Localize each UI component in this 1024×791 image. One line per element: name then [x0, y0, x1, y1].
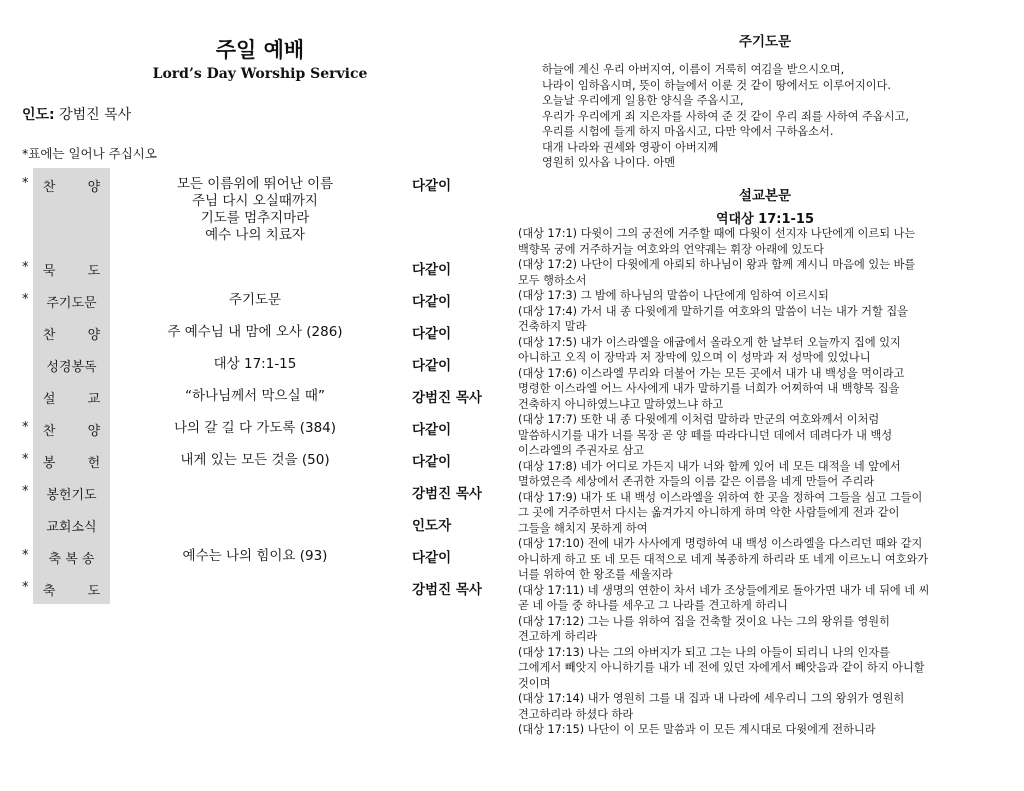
order-row	[0, 572, 510, 604]
verse-line: 그들을 해치지 못하게 하여	[518, 521, 648, 535]
verse-line: (대상 17:10) 전에 내가 사사에게 명령하여 내 백성 이스라엘을 다스리던 때와 같지	[518, 537, 923, 550]
prayer-line: 영원히 있사옵 나이다. 아멘	[542, 156, 676, 169]
verse-line: 아니하게 하고 또 네 모든 대적으로 네게 복종하게 하리라 또 네게 이르노니 여호와가	[518, 552, 929, 566]
sermon-verses	[518, 226, 1018, 738]
verse-line: 이스라엘의 주권자로 삼고	[518, 444, 644, 457]
verse-line: 견고하게 하리라	[518, 630, 598, 643]
order-row	[0, 348, 510, 380]
order-row	[0, 476, 510, 508]
content-line: 예수 나의 치료자	[205, 227, 305, 243]
verse-line: 모두 행하소서	[518, 273, 587, 287]
verse-line: 건축하지 말라	[518, 320, 587, 333]
order-item-name: 찬 양	[33, 316, 110, 348]
verse-line: (대상 17:3) 그 밤에 하나님의 말씀이 나단에게 임하여 이르시되	[518, 289, 829, 302]
content-line: 나의 갈 길 다 가도록 (384)	[173, 420, 337, 436]
verse-line: (대상 17:14) 내가 영원히 그를 내 집과 내 나라에 세우리니 그의 왕위가 영원히	[518, 692, 905, 705]
verse-line: 그에게서 빼앗지 아니하기를 내가 네 전에 있던 자에게서 빼앗음과 같이 하지 아니할	[518, 661, 925, 674]
verse-line: (대상 17:6) 이스라엘 무리와 더불어 가는 모든 곳에서 내가 내 백성을 먹이라고	[518, 366, 905, 380]
content-line: 주 예수님 내 맘에 오사 (286)	[167, 324, 343, 340]
order-item-name: 주기도문	[33, 284, 110, 316]
verse-line: 말씀하시기를 내가 너를 목장 곧 양 떼를 따라다니던 데에서 데려다가 내 백성	[518, 428, 893, 442]
order-item-performer: 다같이	[412, 178, 452, 194]
content-line: 주기도문	[228, 292, 282, 308]
order-item-name: 축 도	[33, 572, 110, 604]
content-line: 주님 다시 오실때까지	[192, 193, 318, 209]
prayer-line: 대개 나라와 권세와 영광이 아버지께	[542, 140, 719, 154]
order-item-name: 축 복 송	[33, 540, 110, 572]
order-item-performer: 다같이	[412, 422, 452, 438]
verse-line: 백향목 궁에 거주하거늘 여호와의 언약궤는 휘장 아래에 있도다	[518, 242, 824, 256]
leader-name: 강범진 목사	[54, 107, 132, 123]
lords-prayer-text	[542, 62, 909, 171]
stand-marker: *	[22, 452, 29, 467]
order-item-performer: 다같이	[412, 294, 452, 310]
stand-marker: *	[22, 292, 29, 307]
stand-marker: *	[22, 580, 29, 595]
order-row	[0, 412, 510, 444]
stand-marker: *	[22, 484, 29, 499]
verse-line: (대상 17:8) 네가 어디로 가든지 내가 너와 함께 있어 네 모든 대적을 네 앞에서	[518, 459, 901, 473]
sermon-text-title: 설교본문	[738, 188, 792, 204]
order-item-content	[130, 548, 380, 565]
order-row	[0, 252, 510, 284]
order-item-performer: 다같이	[412, 326, 452, 342]
service-leader	[22, 104, 131, 124]
order-item-name: 봉헌기도	[33, 476, 110, 508]
verse-line: (대상 17:1) 다윗이 그의 궁전에 거주할 때에 다윗이 선지자 나단에게 이르되 나는	[518, 227, 916, 240]
verse-line: (대상 17:5) 내가 이스라엘을 애굽에서 올라오게 한 날부터 오늘까지 집에 있지	[518, 335, 901, 349]
content-line: 내게 있는 모든 것을 (50)	[180, 452, 330, 468]
order-item-performer: 강범진 목사	[412, 582, 482, 598]
order-item-content	[130, 452, 380, 469]
content-line: “하나님께서 막으실 때”	[185, 388, 325, 404]
stand-marker: *	[22, 260, 29, 275]
order-item-content	[130, 292, 380, 309]
prayer-line: 우리를 시험에 들게 하지 마옵시고, 다만 악에서 구하옵소서.	[542, 125, 834, 138]
order-item-name: 교회소식	[33, 508, 110, 540]
content-line: 모든 이름위에 뛰어난 이름	[176, 176, 334, 192]
order-item-performer: 다같이	[412, 454, 452, 470]
verse-line: 견고하리라 하셨다 하라	[518, 707, 634, 721]
page-title: 주일 예배	[215, 38, 305, 62]
verse-line: 멸하였은즉 세상에서 존귀한 자들의 이름 같은 이름을 네게 만들어 주리라	[518, 475, 875, 488]
order-row	[0, 316, 510, 348]
content-line: 예수는 나의 힘이요 (93)	[182, 548, 328, 564]
verse-line: 그 곳에 거주하면서 다시는 옮겨가지 아니하게 하며 악한 사람들에게 전과 같이	[518, 506, 900, 519]
lords-prayer-title: 주기도문	[738, 34, 792, 50]
prayer-line: 오늘날 우리에게 일용한 양식을 주옵시고,	[542, 94, 744, 107]
verse-line: (대상 17:2) 나단이 다윗에게 아뢰되 하나님이 왕과 함께 계시니 마음에 있는 바를	[518, 258, 916, 271]
verse-line: (대상 17:12) 그는 나를 위하여 집을 건축할 것이요 나는 그의 왕위를 영원히	[518, 614, 890, 628]
order-item-content	[130, 176, 380, 244]
order-row	[0, 284, 510, 316]
verse-line: (대상 17:4) 가서 내 종 다윗에게 말하기를 여호와의 말씀이 너는 내가 거할 집을	[518, 304, 908, 318]
order-item-name: 성경봉독	[33, 348, 110, 380]
prayer-line: 나라이 임하옵시며, 뜻이 하늘에서 이룬 것 같이 땅에서도 이루어지이다.	[542, 78, 891, 92]
order-item-performer: 다같이	[412, 262, 452, 278]
verse-line: (대상 17:11) 네 생명의 연한이 차서 네가 조상들에게로 돌아가면 내가 네 뒤에 네 씨	[518, 583, 930, 597]
order-item-name: 찬 양	[33, 412, 110, 444]
order-item-content	[130, 388, 380, 405]
verse-line: (대상 17:13) 나는 그의 아버지가 되고 그는 나의 아들이 되리니 나의 인자를	[518, 645, 890, 659]
stand-note: *표에는 일어나 주십시오	[22, 146, 157, 161]
order-row	[0, 508, 510, 540]
content-line: 대상 17:1-15	[213, 356, 297, 372]
stand-marker: *	[22, 548, 29, 563]
verse-line: (대상 17:15) 나단이 이 모든 말씀과 이 모든 계시대로 다윗에게 전하니라	[518, 723, 876, 736]
prayer-line: 하늘에 계신 우리 아버지여, 이름이 거룩히 여김을 받으시오며,	[542, 63, 845, 76]
order-row	[0, 540, 510, 572]
verse-line: (대상 17:9) 내가 또 내 백성 이스라엘을 위하여 한 곳을 정하여 그들을 심고 그들이	[518, 490, 923, 504]
order-item-content	[130, 356, 380, 373]
order-item-content	[130, 324, 380, 341]
order-item-name: 묵 도	[33, 252, 110, 284]
order-item-performer: 다같이	[412, 550, 452, 566]
prayer-line: 우리가 우리에게 죄 지은자를 사하여 준 것 같이 우리 죄를 사하여 주옵시고,	[542, 109, 909, 123]
page-subtitle: Lord’s Day Worship Service	[152, 66, 368, 82]
order-row	[0, 168, 510, 252]
content-line: 기도를 멈추지마라	[200, 210, 310, 226]
verse-line: 너를 위하여 한 왕조를 세울지라	[518, 568, 673, 581]
order-item-performer: 다같이	[412, 358, 452, 374]
sermon-reference: 역대상 17:1-15	[715, 212, 815, 227]
order-item-name: 찬 양	[33, 168, 110, 252]
order-item-name: 설 교	[33, 380, 110, 412]
stand-marker: *	[22, 420, 29, 435]
order-item-performer: 강범진 목사	[412, 486, 482, 502]
verse-line: 것이며	[518, 676, 551, 690]
order-item-name: 봉 헌	[33, 444, 110, 476]
verse-line: 명령한 이스라엘 어느 사사에게 내가 말하기를 너희가 어찌하여 내 백향목 집을	[518, 382, 900, 395]
verse-line: 곧 네 아들 중 하나를 세우고 그 나라를 견고하게 하리니	[518, 599, 788, 612]
stand-marker: *	[22, 176, 29, 191]
order-item-content	[130, 420, 380, 437]
leader-label: 인도:	[22, 107, 55, 123]
verse-line: (대상 17:7) 또한 내 종 다윗에게 이처럼 말하라 만군의 여호와께서 이처럼	[518, 413, 880, 426]
order-item-performer: 인도자	[412, 518, 452, 534]
verse-line: 아니하고 오직 이 장막과 저 장막에 있으며 이 성막과 저 성막에 있었나니	[518, 351, 871, 364]
order-row	[0, 380, 510, 412]
order-item-performer: 강범진 목사	[412, 390, 482, 406]
order-row	[0, 444, 510, 476]
verse-line: 건축하지 아니하였느냐고 말하였느냐 하고	[518, 397, 724, 411]
